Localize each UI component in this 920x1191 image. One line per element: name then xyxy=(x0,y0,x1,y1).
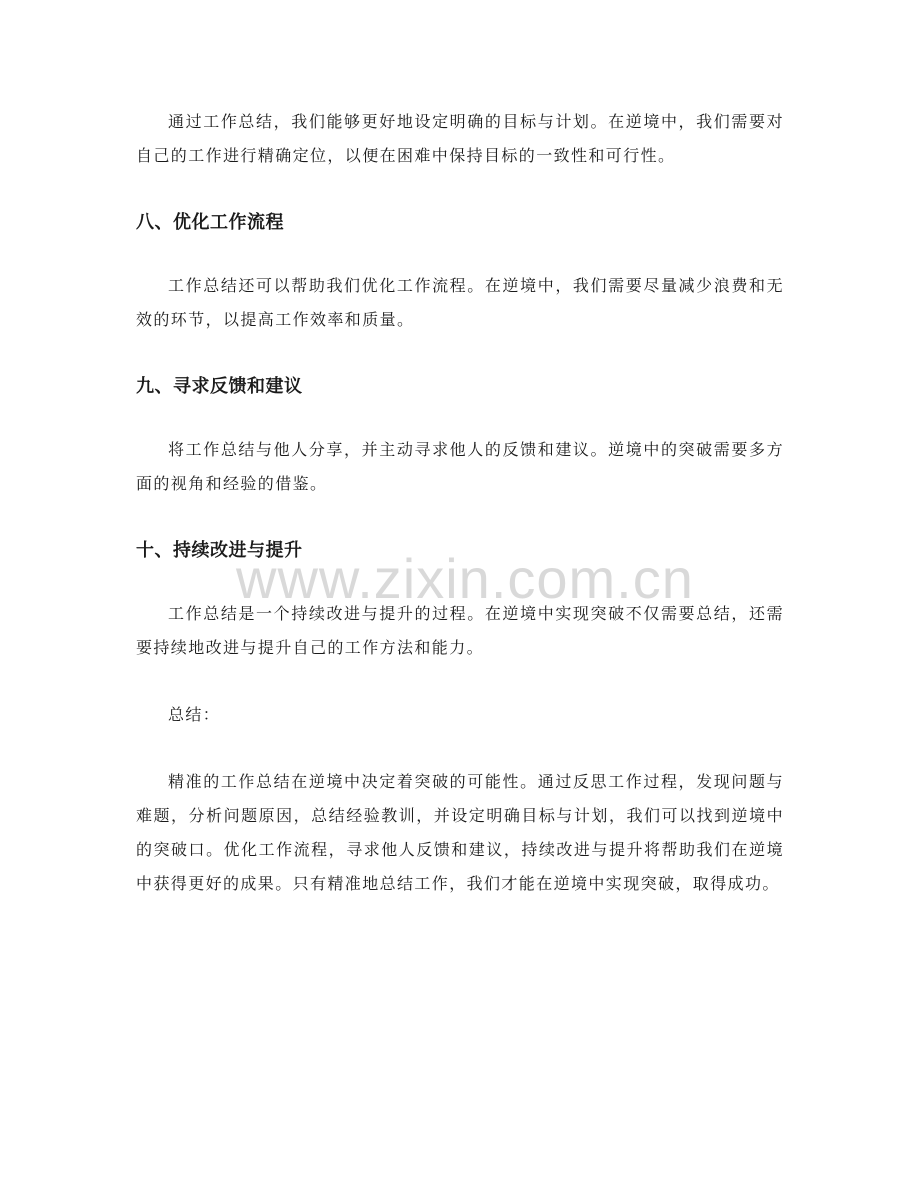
paragraph-continuous-improvement: 工作总结是一个持续改进与提升的过程。在逆境中实现突破不仅需要总结，还需要持续地改进与提升自己的工作方法和能力。 xyxy=(136,604,784,657)
paragraph-optimize-workflow: 工作总结还可以帮助我们优化工作流程。在逆境中，我们需要尽量减少浪费和无效的环节，以提高工作效率和质量。 xyxy=(136,276,784,329)
paragraph-seek-feedback: 将工作总结与他人分享，并主动寻求他人的反馈和建议。逆境中的突破需要多方面的视角和经验的借鉴。 xyxy=(136,440,784,493)
paragraph-summary: 精准的工作总结在逆境中决定着突破的可能性。通过反思工作过程，发现问题与难题，分析问题原因，总结经验教训，并设定明确目标与计划，我们可以找到逆境中的突破口。优化工作流程，寻求他人反馈和建议，持续改进与提升将帮助我们在逆境中获得更好的成果。只有精准地总结工作，我们才能在逆境中实现突破，取得成功。 xyxy=(136,772,784,893)
heading-seek-feedback: 九、寻求反馈和建议 xyxy=(136,376,303,397)
paragraph-goals: 通过工作总结，我们能够更好地设定明确的目标与计划。在逆境中，我们需要对自己的工作进行精确定位，以便在困难中保持目标的一致性和可行性。 xyxy=(136,112,784,165)
watermark-text: www.zixin.com.cn xyxy=(236,547,694,610)
document-body xyxy=(136,105,784,901)
heading-continuous-improvement: 十、持续改进与提升 xyxy=(136,540,303,561)
heading-optimize-workflow: 八、优化工作流程 xyxy=(136,212,284,233)
summary-label: 总结： xyxy=(168,705,221,724)
